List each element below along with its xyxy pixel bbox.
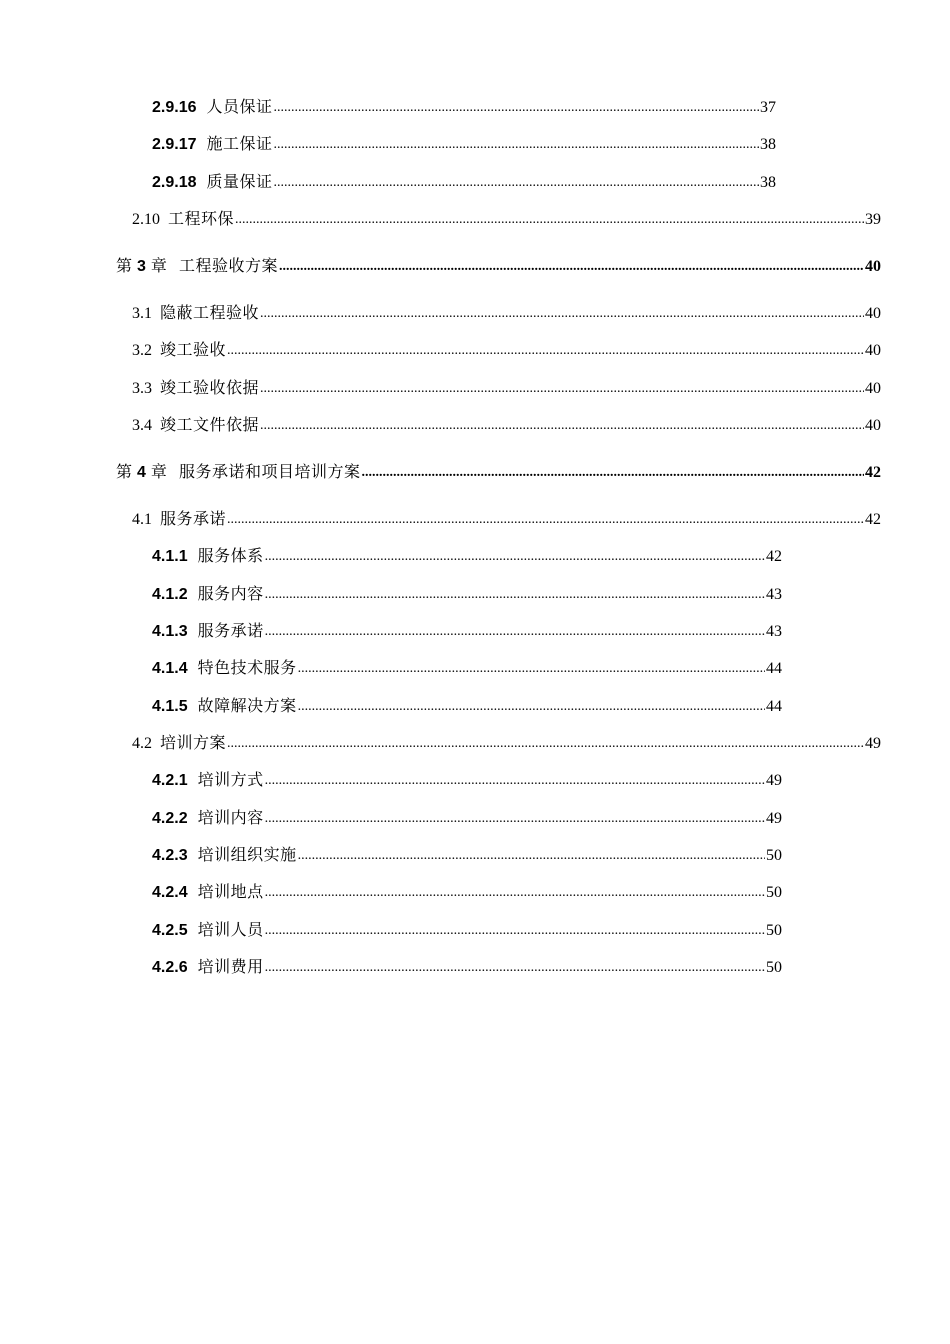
chapter-title: 服务承诺和项目培训方案 [178,462,361,481]
toc-entry-title: 服务体系 [197,546,264,565]
toc-chapter-3[interactable] [116,256,881,278]
toc-entry-title: 竣工验收依据 [160,378,260,397]
dot-leader [265,807,765,829]
toc-entry-page: 38 [760,136,776,153]
toc-entry-4-1-1[interactable] [152,546,782,568]
toc-entry-4-1-2[interactable] [152,584,782,606]
toc-entry-number: 4.1 [132,511,152,528]
toc-entry-title: 服务承诺 [160,509,227,528]
toc-entry-number: 4.2.1 [152,772,188,789]
toc-entry-page: 42 [766,548,782,565]
toc-entry-title: 服务内容 [197,584,264,603]
toc-entry-4-2-5[interactable] [152,920,782,942]
toc-entry-title: 竣工验收 [160,340,227,359]
chapter-number: 4 [137,464,146,481]
toc-entry-page: 40 [865,380,881,397]
toc-entry-page: 49 [865,735,881,752]
dot-leader [260,414,864,436]
dot-leader [265,620,765,642]
toc-entry-number: 4.2.6 [152,959,188,976]
toc-entry-page: 40 [865,305,881,322]
toc-entry-title: 培训组织实施 [197,845,297,864]
toc-entry-number: 4.1.1 [152,548,188,565]
dot-leader [265,769,765,791]
toc-entry-title: 服务承诺 [197,621,264,640]
chapter-prefix: 第 [116,256,133,275]
toc-entry-page: 49 [766,772,782,789]
dot-leader [274,171,760,193]
toc-entry-number: 4.2.2 [152,810,188,827]
toc-entry-title: 隐蔽工程验收 [160,303,260,322]
toc-entry-2-9-17[interactable] [152,134,776,156]
chapter-suffix: 章 [150,462,167,481]
dot-leader [265,956,765,978]
toc-entry-page: 50 [766,884,782,901]
toc-entry-2-10[interactable] [132,209,881,231]
toc-entry-page: 39 [865,211,881,228]
toc-entry-number: 2.9.17 [152,136,197,153]
toc-entry-3-4[interactable] [132,415,881,437]
dot-leader [298,657,765,679]
toc-entry-4-2-3[interactable] [152,845,782,867]
chapter-number: 3 [137,258,146,275]
toc-entry-4-1[interactable] [132,509,881,531]
toc-entry-number: 4.2 [132,735,152,752]
toc-entry-4-1-5[interactable] [152,696,782,718]
dot-leader [260,302,864,324]
toc-entry-number: 4.2.5 [152,922,188,939]
toc-entry-page: 37 [760,99,776,116]
toc-entry-number: 4.1.2 [152,586,188,603]
toc-entry-number: 2.9.16 [152,99,197,116]
toc-entry-title: 培训地点 [197,882,264,901]
dot-leader [227,339,864,361]
toc-entry-page: 40 [865,342,881,359]
toc-entry-page: 43 [766,586,782,603]
dot-leader [265,881,765,903]
toc-entry-page: 42 [865,511,881,528]
toc-entry-page: 44 [766,660,782,677]
chapter-prefix: 第 [116,462,133,481]
toc-entry-page: 43 [766,623,782,640]
toc-entry-number: 3.1 [132,305,152,322]
toc-entry-title: 竣工文件依据 [160,415,260,434]
toc-entry-4-2[interactable] [132,733,881,755]
toc-entry-page: 50 [766,959,782,976]
toc-entry-number: 4.1.3 [152,623,188,640]
dot-leader [227,508,864,530]
toc-entry-number: 3.4 [132,417,152,434]
toc-entry-4-2-4[interactable] [152,882,782,904]
toc-entry-number: 4.1.5 [152,698,188,715]
chapter-suffix: 章 [150,256,167,275]
dot-leader [361,461,864,483]
dot-leader [279,255,864,277]
toc-entry-title: 培训人员 [197,920,264,939]
toc-entry-page: 38 [760,174,776,191]
toc-entry-title: 工程环保 [168,209,235,228]
toc-entry-3-1[interactable] [132,303,881,325]
toc-entry-4-2-1[interactable] [152,770,782,792]
toc-entry-page: 40 [865,417,881,434]
dot-leader [274,133,760,155]
toc-entry-2-9-18[interactable] [152,172,776,194]
toc-entry-title: 人员保证 [206,97,273,116]
toc-entry-title: 培训方式 [197,770,264,789]
toc-entry-title: 特色技术服务 [197,658,297,677]
toc-entry-4-1-4[interactable] [152,658,782,680]
toc-entry-number: 4.2.4 [152,884,188,901]
toc-entry-number: 3.3 [132,380,152,397]
toc-entry-page: 49 [766,810,782,827]
toc-entry-4-2-2[interactable] [152,808,782,830]
dot-leader [235,208,864,230]
toc-entry-3-2[interactable] [132,340,881,362]
dot-leader [265,919,765,941]
dot-leader [260,377,864,399]
toc-entry-4-1-3[interactable] [152,621,782,643]
dot-leader [298,695,765,717]
toc-entry-number: 2.10 [132,211,160,228]
dot-leader [298,844,765,866]
toc-entry-title: 施工保证 [206,134,273,153]
toc-entry-page: 42 [865,464,881,481]
toc-entry-title: 质量保证 [206,172,273,191]
toc-entry-title: 培训内容 [197,808,264,827]
toc-entry-page: 50 [766,847,782,864]
toc-entry-title: 故障解决方案 [197,696,297,715]
chapter-title: 工程验收方案 [178,256,278,275]
toc-chapter-4[interactable] [116,462,881,484]
toc-entry-number: 2.9.18 [152,174,197,191]
dot-leader [274,96,760,118]
toc-entry-page: 40 [865,258,881,275]
dot-leader [265,583,765,605]
toc-entry-number: 3.2 [132,342,152,359]
dot-leader [227,732,864,754]
toc-entry-page: 50 [766,922,782,939]
dot-leader [265,545,765,567]
toc-entry-page: 44 [766,698,782,715]
toc-entry-2-9-16[interactable] [152,97,776,119]
toc-entry-4-2-6[interactable] [152,957,782,979]
toc-entry-title: 培训费用 [197,957,264,976]
toc-entry-3-3[interactable] [132,378,881,400]
toc-entry-number: 4.2.3 [152,847,188,864]
toc-entry-title: 培训方案 [160,733,227,752]
toc-entry-number: 4.1.4 [152,660,188,677]
